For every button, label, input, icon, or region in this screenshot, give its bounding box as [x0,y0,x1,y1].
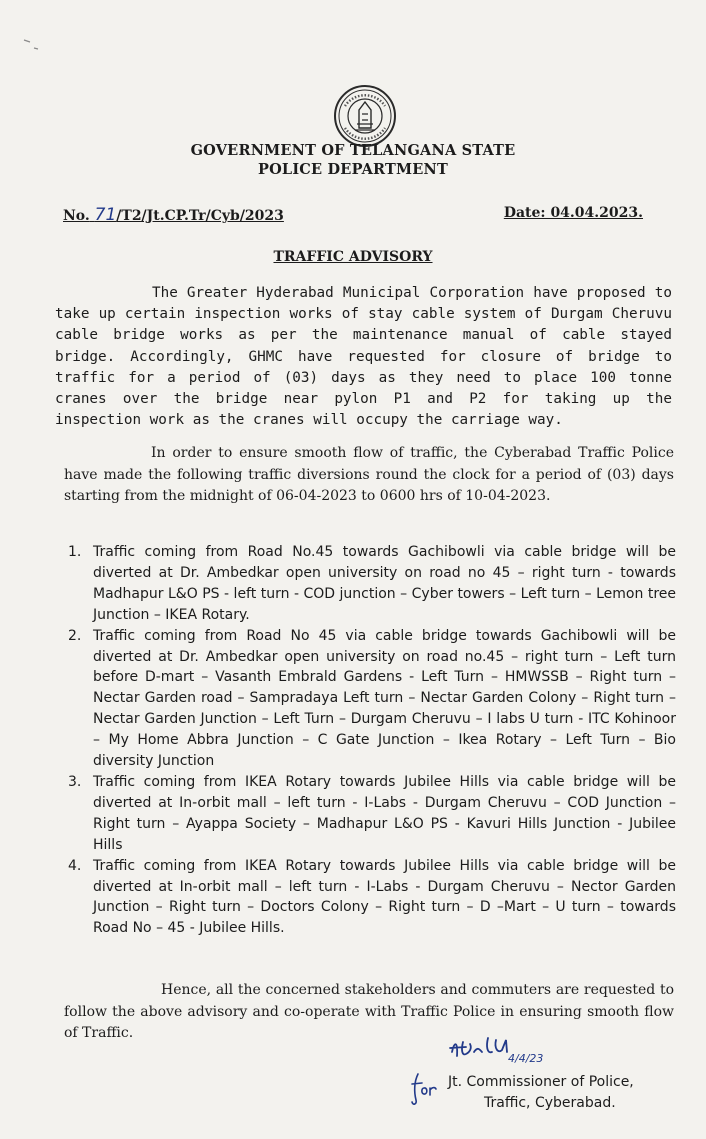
signatory-block [448,1072,634,1114]
diversion-intro-paragraph [64,443,674,508]
scan-mark-icon [20,34,50,56]
list-item [66,856,676,940]
intro-text: The Greater Hyderabad Municipal Corporation have proposed to take up certain inspection works of stay cable system of Durgam Cheruvu cable bridge works as per the maintenance manual of cable stayed bridge. Accordingly, GHMC have requested for closure of bridge to traffic for a period of (03) days as they need to place 100 tonne cranes over the bridge near pylon P1 and P2 for taking up the inspection work as the cranes will occupy the carriage way. [55,285,672,429]
list-number: 4. [68,857,82,874]
diversion-list [66,542,676,939]
list-item [66,626,676,772]
list-number: 3. [68,773,82,790]
list-text: Traffic coming from IKEA Rotary towards Jubilee Hills via cable bridge will be diverted at In-orbit mall – left turn - I-Labs - Durgam Cheruvu – COD Junction – Right turn – Ayappa Society – Madhapur L&O PS - Kavuri Hills Junction - Jubilee Hills [93,773,676,853]
list-number: 2. [68,627,82,644]
reference-suffix: /T2/Jt.CP.Tr/Cyb/2023 [116,208,284,224]
closing-text: Hence, all the concerned stakeholders and commuters are requested to follow the above advisory and co-operate with Traffic Police in ensuring smooth flow of Traffic. [64,982,674,1041]
signature-date: 4/4/23 [508,1052,544,1065]
document-date: Date: 04.04.2023. [503,205,643,221]
intro-paragraph [55,283,672,431]
police-emblem-icon [333,84,397,148]
department-heading: POLICE DEPARTMENT [257,161,448,178]
reference-prefix: No. [63,208,90,224]
closing-paragraph [64,980,674,1045]
handwritten-signature [410,1030,560,1070]
list-text: Traffic coming from Road No 45 via cable bridge towards Gachibowli will be diverted at Dr. Ambedkar open university on road no.45 – right turn – Left turn before D-mart – Vasanth Embrald Gardens - Left Turn – HMWSSB – Right turn – Nectar Garden road – Sampradaya Left turn – Nectar Garden Colony – Right turn – Nectar Garden Junction – Left Turn – Durgam Cheruvu – I labs U turn - ITC Kohinoor – My Home Abbra Junction – C Gate Junction – Ikea Rotary – Left Turn – Bio diversity Junction [93,627,676,770]
page-title: TRAFFIC ADVISORY [273,249,433,265]
office-line: Traffic, Cyberabad. [484,1095,616,1111]
list-text: Traffic coming from Road No.45 towards Gachibowli via cable bridge will be diverted at Dr. Ambedkar open university on road no 45 – right turn - towards Madhapur L&O PS - left turn - COD junction – Cyber towers – Left turn – Lemon tree Junction – IKEA Rotary. [93,544,676,623]
list-number: 1. [68,544,82,560]
government-heading: GOVERNMENT OF TELANGANA STATE [190,142,516,159]
diversion-intro-text: In order to ensure smooth flow of traffic, the Cyberabad Traffic Police have made the following traffic diversions round the clock for a period of (03) days starting from the midnight of 06-04-2023 to 0600 hrs of 10-04-2023. [64,445,674,504]
list-item [66,772,676,856]
designation-line: Jt. Commissioner of Police, [448,1074,634,1090]
list-item [66,542,676,626]
list-text: Traffic coming from IKEA Rotary towards Jubilee Hills via cable bridge will be diverted at In-orbit mall – left turn - I-Labs - Durgam Cheruvu – Nector Garden Junction – Right turn – Doctors Colony – Right turn – D –Mart – U turn – towards Road No – 45 - Jubilee Hills. [93,857,676,937]
for-mark [408,1068,448,1108]
reference-number [63,205,284,225]
handwritten-number: 71 [94,205,117,225]
